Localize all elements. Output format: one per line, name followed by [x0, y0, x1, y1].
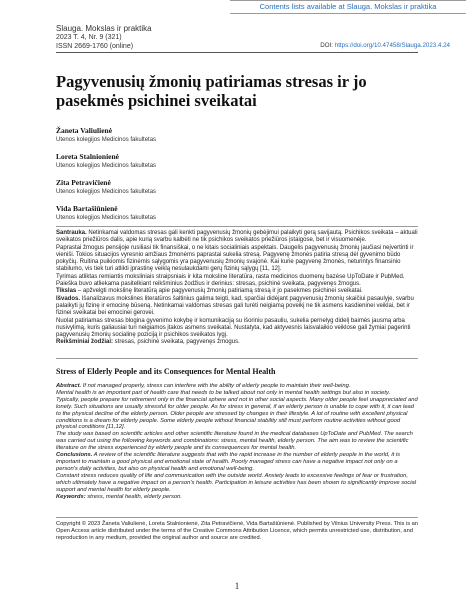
author-name: Žaneta Valiulienė	[56, 126, 113, 135]
author-name: Loreta Stalnionienė	[56, 152, 119, 161]
isvados-text: Išanalizavus mokslines literatūros šaltinius galima teigti, kad, sparčiai didėjant pagyvenusių žmonių skaičiui pasaulyje, svarbu palaikyti jų fizinę ir emocinę būseną. Netinkamai valdomas stresas gali turėti neigiamą poveikį ne tik asmens kasdieninei veiklai, bet ir fizinei sveikatai bei emocinei gerovei.	[56, 295, 414, 317]
journal-info	[56, 24, 152, 51]
author-affiliation: Utenos kolegijos Medicinos fakultetas	[56, 137, 157, 143]
abstract-en-label: Abstract.	[56, 383, 82, 389]
abstract-en-intro	[56, 383, 419, 390]
author-name: Zita Petravičienė	[56, 178, 111, 187]
journal-name: Slauga. Mokslas ir praktika	[56, 24, 152, 33]
english-title: Stress of Elderly People and its Consequences for Mental Health	[56, 367, 276, 376]
abstract-lt-paragraph: Tyrimas atliktas remiantis moksliniais straipsniais ir kita moksline literatūra, rasta medicinos duomenų bazėse UpToDate ir PubMed. Paieška buvo atliekama pasitelkiant reikšminius žodžius ir derinius: stresas, psichinė sveikata, pagyvenęs žmogus.	[56, 273, 405, 288]
abstract-en	[56, 383, 419, 500]
abstract-en-text: If not managed properly, stress can interfere with the ability of elderly people to maintain their well-being.	[81, 383, 351, 389]
keywords-en-text: stress, mental health, elderly person.	[85, 493, 182, 500]
tikslas-label: Tikslas	[56, 288, 77, 295]
abstract-en-paragraph: Constant stress reduces quality of life and communication with the outside world. Anxiety leads to excessive feelings of fear or frustration, which ultimately have a negative impact on a person's health. Participation in leisure activities has been shown to significantly improve social support and mental health for elderly people.	[56, 472, 417, 493]
doi-link[interactable]: https://doi.org/10.47458/Slauga.2023.4.24	[334, 42, 450, 49]
conclusions-text: A review of the scientific literature suggests that with the rapid increase in the number of elderly people in the world, it is important to maintain a good physical and emotional state of health. Poorly managed stress can have a negative impact not only on a person's daily activities, but also on physical health and emotional well-being.	[56, 452, 401, 472]
keywords-en-label: Keywords:	[56, 493, 86, 500]
conclusions-label: Conclusions.	[56, 452, 93, 459]
journal-issue: 2023 T. 4, Nr. 9 (321)	[56, 34, 122, 41]
abstract-lt-paragraph: Nuolat patiriamas stresas blogina gyvenimo kokybę ir komunikaciją su išoriniu pasauliu, sukelia pernelyg didelį baimės jausmą arba nusivylimą, kuris galiausiai turi neigiamos įtakos asmens sveikatai. Nustatyta, kad aktyvesnis laisvalaikio veiklose gali žymiai pagerinti pagyvenusių žmonių socialinę poziciją ir psichikos sveikatos lygį.	[56, 317, 411, 339]
copyright-notice: Copyright © 2023 Žaneta Valiulienė, Loreta Stalnionienė, Zita Petravičienė, Vida Bartašiūnienė. Published by Vilnius University Press. This is an Open Access article distributed under the terms of the Creative Commons Attribution Licence, which permits unrestricted use, distribution, and reproduction in any medium, provided the original author and source are credited.	[56, 521, 418, 541]
abstract-lt-keywords	[56, 339, 419, 346]
journal-contents-link[interactable]: Contents lists available at Slauga. Mokslas ir praktika	[259, 2, 437, 11]
author-affiliation: Utenos kolegijos Medicinos fakultetas	[56, 163, 157, 169]
abstract-lt-aim	[56, 288, 419, 295]
santrauka-text: Netinkamai valdomas stresas gali kenkti pagyvenusių žmonių gebėjimui palaikyti gerą savijautą. Psichikos sveikata – aktuali sveikatos priežiūros dalis, apie kurią svarbu kalbėti ne tik psichikos sveikatos priežiūros įstaigose, bet ir visuomenėje.	[56, 230, 418, 244]
abstract-en-paragraph: Typically, people prepare for retirement only in the financial sphere and not in other social aspects. Many older people feel unappreciated and lonely. Such situations are usually stressful for older people. As for stress in general, if an elderly person is unable to cope with it, it can lead to the physical decline of the elderly person. Older people are stressed by changes in their lifestyle. A lot of routine with excellent physical conditions is a dream for elderly people. Some elderly people without financial stability still must perform routine activities without good physical conditions [11,12].	[56, 396, 418, 431]
abstract-en-paragraph: Mental health is an important part of health care that needs to be talked about not only in mental health settings but also in society.	[56, 389, 391, 396]
santrauka-label: Santrauka.	[56, 230, 87, 236]
isvados-label: Išvados.	[56, 295, 81, 302]
page-number: 1	[234, 581, 240, 591]
author-name: Vida Bartašiūnienė	[56, 204, 118, 213]
keywords-lt-label: Reikšminiai žodžiai:	[56, 339, 114, 346]
abstract-lt-paragraph: Paprastai žmogus pensijoje rusiliasi tik finansiškai, o ne kitais socialiniais aspektais. Daugelis pagyvenusių žmonių jaučiasi neįvertinti ir vieniši. Tokios situacijos vyresnio amžiaus žmonėms paprastai sukelia stresą. Pagyvenę žmonės patiria stresą dėl gyvenimo būdo pokyčių. Ruitina puikiomis fizinėmis sąlygomis yra pagyvenusių žmonių svajonė. Kai kurie pagyvenę žmonės, neturintys finansinio stabilumo, vis tiek turi atlikti įprastinę veiklą nesulaukdami gerų fizinių sąlygų [11, 12].	[56, 244, 414, 273]
article-title: Pagyvenusių žmonių patiriamas stresas ir jo pasekmės psichinei sveikatai	[56, 72, 367, 110]
tikslas-text: – apžvelgti mokslinę literatūrą apie pagyvenusių žmonių patiriamą stresą ir jo pasekmes psichinei sveikatai.	[76, 288, 363, 295]
author-affiliation: Utenos kolegijos Medicinos fakultetas	[56, 189, 157, 195]
abstract-en-paragraph: The study was based on scientific articles and other scientific literature found in the medical databases UpToDate and PubMed. The search was carried out using the following keywords and combinations: stress, mental health, elderly person. The aim was to review the scientific literature on the stress experienced by elderly people and its consequences for mental health.	[56, 431, 413, 452]
abstract-lt-conclusions	[56, 296, 419, 318]
keywords-lt-text: stresas, psichinė sveikata, pagyvenęs žmogus.	[113, 339, 240, 346]
doi-line	[300, 42, 450, 49]
journal-issn: ISSN 2669-1760 (online)	[56, 43, 134, 50]
abstract-lt	[56, 230, 419, 347]
author-affiliation: Utenos kolegijos Medicinos fakultetas	[56, 215, 157, 221]
abstract-lt-summary	[56, 230, 419, 245]
abstract-en-conclusions	[56, 452, 419, 473]
abstract-en-keywords	[56, 494, 419, 501]
doi-label: DOI:	[320, 42, 334, 49]
